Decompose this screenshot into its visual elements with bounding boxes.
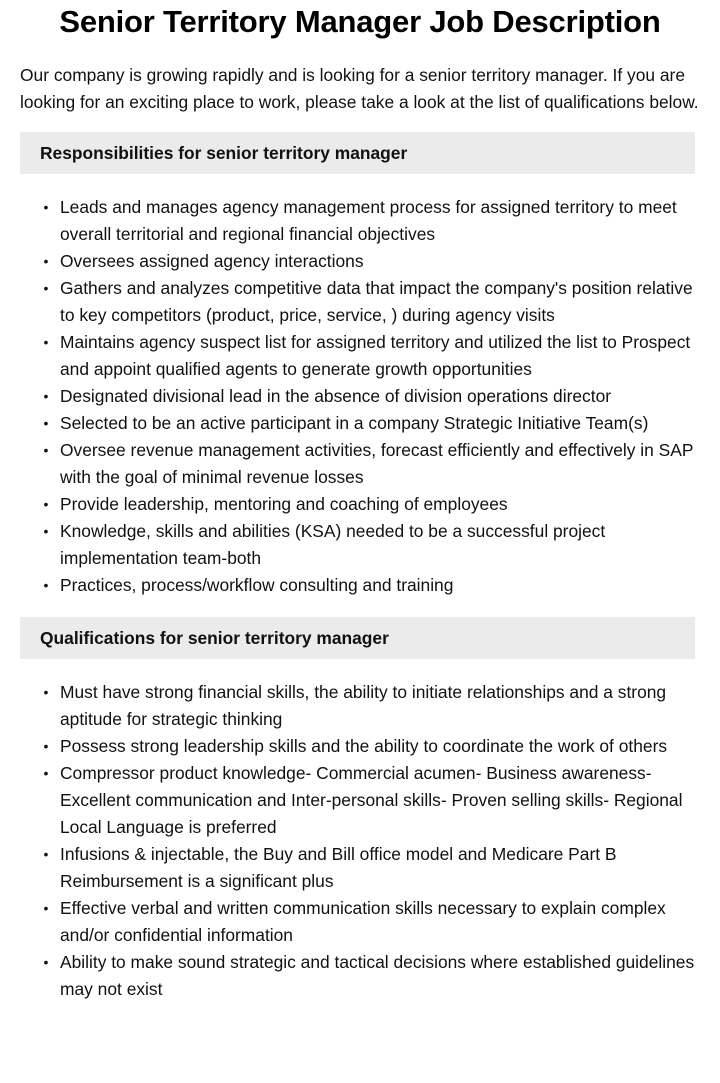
list-item — [43, 518, 698, 572]
bullet-icon: • — [43, 334, 49, 350]
bullet-icon: • — [43, 280, 49, 296]
list-item — [43, 329, 698, 383]
page-title: Senior Territory Manager Job Description — [59, 4, 661, 39]
list-item — [43, 194, 698, 248]
bullet-icon: • — [43, 577, 49, 593]
list-item-text: Gathers and analyzes competitive data that impact the company's position relative to key competitors (product, price, service, ) during agency visits — [60, 278, 693, 325]
list-item — [43, 572, 698, 599]
list-item-text: Maintains agency suspect list for assigned territory and utilized the list to Prospect and appoint qualified agents to generate growth opportunities — [60, 332, 691, 379]
list-item — [43, 949, 698, 1003]
bullet-icon: • — [43, 523, 49, 539]
list-item-text: Effective verbal and written communication skills necessary to explain complex and/or confidential information — [60, 898, 666, 945]
list-item — [43, 383, 698, 410]
responsibilities-heading: Responsibilities for senior territory manager — [20, 132, 695, 174]
list-item — [43, 895, 698, 949]
bullet-icon: • — [43, 846, 49, 862]
qualifications-list — [20, 679, 698, 1003]
list-item-text: Oversees assigned agency interactions — [60, 251, 364, 271]
qualifications-heading: Qualifications for senior territory manager — [20, 617, 695, 659]
list-item-text: Possess strong leadership skills and the ability to coordinate the work of others — [60, 736, 668, 756]
list-item-text: Knowledge, skills and abilities (KSA) needed to be a successful project implementation team-both — [60, 521, 606, 568]
bullet-icon: • — [43, 442, 49, 458]
list-item — [43, 733, 698, 760]
bullet-icon: • — [43, 765, 49, 781]
intro-paragraph: Our company is growing rapidly and is looking for a senior territory manager. If you are looking for an exciting place to work, please take a look at the list of qualifications below. — [20, 65, 699, 112]
list-item-text: Must have strong financial skills, the ability to initiate relationships and a strong aptitude for strategic thinking — [60, 682, 667, 729]
bullet-icon: • — [43, 199, 49, 215]
list-item-text: Infusions & injectable, the Buy and Bill office model and Medicare Part B Reimbursement is a significant plus — [60, 844, 617, 891]
bullet-icon: • — [43, 496, 49, 512]
bullet-icon: • — [43, 738, 49, 754]
list-item — [43, 248, 698, 275]
list-item-text: Selected to be an active participant in a company Strategic Initiative Team(s) — [60, 413, 649, 433]
bullet-icon: • — [43, 954, 49, 970]
list-item-text: Designated divisional lead in the absence of division operations director — [60, 386, 612, 406]
list-item — [43, 410, 698, 437]
list-item — [43, 275, 698, 329]
list-item — [43, 679, 698, 733]
list-item-text: Provide leadership, mentoring and coaching of employees — [60, 494, 508, 514]
responsibilities-list — [20, 194, 698, 599]
list-item-text: Compressor product knowledge- Commercial acumen- Business awareness- Excellent communication and Inter-personal skills- Proven selling skills- Regional Local Language is preferred — [60, 763, 683, 837]
bullet-icon: • — [43, 684, 49, 700]
list-item — [43, 437, 698, 491]
list-item — [43, 841, 698, 895]
bullet-icon: • — [43, 900, 49, 916]
bullet-icon: • — [43, 253, 49, 269]
list-item-text: Practices, process/workflow consulting and training — [60, 575, 454, 595]
bullet-icon: • — [43, 415, 49, 431]
list-item — [43, 491, 698, 518]
bullet-icon: • — [43, 388, 49, 404]
list-item-text: Leads and manages agency management process for assigned territory to meet overall territorial and regional financial objectives — [60, 197, 677, 244]
list-item-text: Oversee revenue management activities, forecast efficiently and effectively in SAP with the goal of minimal revenue losses — [60, 440, 694, 487]
list-item — [43, 760, 698, 841]
list-item-text: Ability to make sound strategic and tactical decisions where established guidelines may not exist — [60, 952, 695, 999]
